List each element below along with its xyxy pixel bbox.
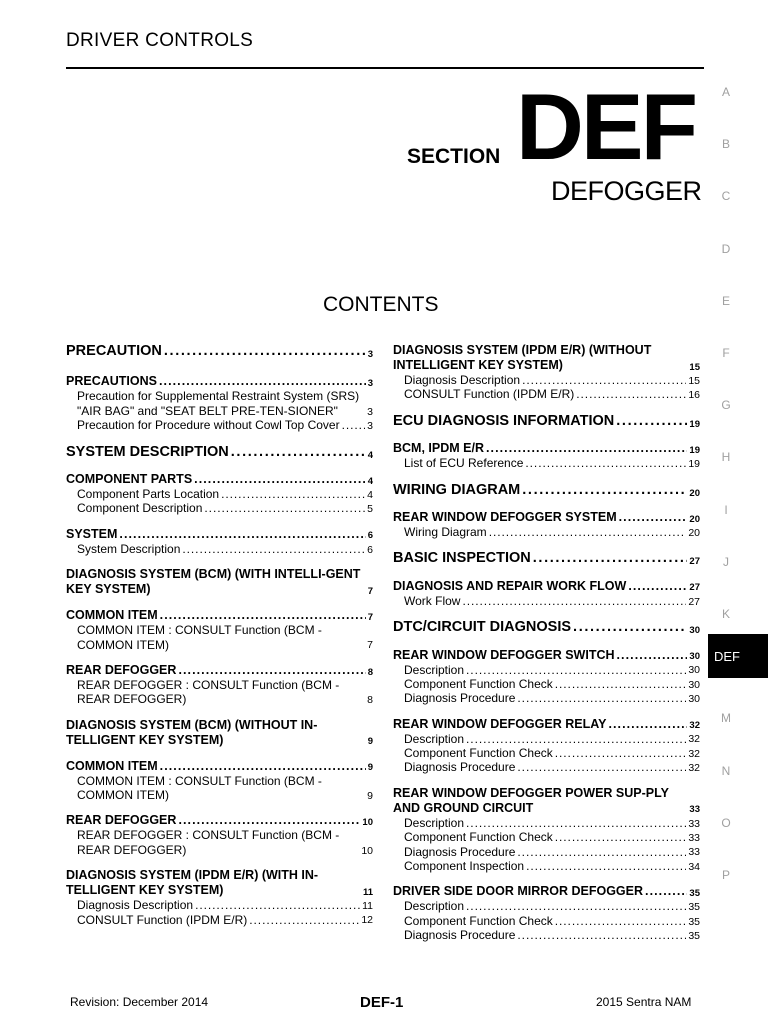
- toc-entry-page: 30: [689, 651, 700, 663]
- toc-entry-title: COMMON ITEM: [66, 608, 158, 623]
- toc-entry[interactable]: [66, 389, 373, 418]
- section-index-letter[interactable]: N: [721, 763, 731, 778]
- active-section-tab[interactable]: [708, 634, 768, 678]
- header-rule: [66, 67, 704, 69]
- toc-entry[interactable]: [393, 884, 700, 899]
- toc-entry-page: 33: [688, 817, 700, 830]
- section-index-letter[interactable]: D: [721, 241, 731, 256]
- toc-entry-title: Diagnosis Description: [77, 898, 194, 913]
- toc-entry-title: CONSULT Function (IPDM E/R): [404, 387, 575, 402]
- toc-entry-page: 35: [688, 930, 700, 942]
- toc-entry-page: 19: [688, 457, 700, 470]
- toc-entry-title: Precaution for Procedure without Cowl Top Cover: [77, 418, 340, 433]
- toc-entry-title: Diagnosis Procedure: [404, 928, 516, 943]
- dot-leader: [616, 413, 687, 430]
- toc-entry-page: 6: [367, 543, 373, 556]
- toc-entry-page: 33: [688, 832, 700, 845]
- dot-leader: [522, 482, 687, 499]
- toc-entry-title: DIAGNOSIS SYSTEM (BCM) (WITHOUT IN-TELLIGENT KEY SYSTEM): [66, 717, 318, 747]
- toc-entry-page: 30: [688, 664, 700, 677]
- toc-entry-page: 35: [689, 888, 700, 900]
- toc-entry-title: System Description: [77, 541, 181, 556]
- toc-entry[interactable]: [393, 663, 700, 677]
- toc-entry-title: Work Flow: [404, 593, 461, 608]
- toc-entry-title: DIAGNOSIS SYSTEM (IPDM E/R) (WITHOUT INTELLIGENT KEY SYSTEM): [393, 343, 655, 372]
- dot-leader: [194, 472, 366, 487]
- toc-entry-title: REAR DEFOGGER: [66, 662, 177, 677]
- section-index-letter[interactable]: H: [721, 450, 731, 465]
- section-name: DEFOGGER: [551, 176, 702, 206]
- toc-entry-page: 10: [362, 817, 373, 829]
- toc-entry-title: DIAGNOSIS AND REPAIR WORK FLOW: [393, 578, 627, 593]
- dot-leader: [466, 663, 686, 677]
- toc-entry-title: COMMON ITEM : CONSULT Function (BCM - COMMON ITEM): [77, 773, 326, 803]
- toc-entry[interactable]: [66, 774, 373, 803]
- toc-entry-title: List of ECU Reference: [404, 456, 524, 471]
- toc-entry[interactable]: [393, 732, 700, 746]
- toc-entry-title: REAR WINDOW DEFOGGER SYSTEM: [393, 509, 617, 524]
- dot-leader: [573, 619, 687, 636]
- toc-entry[interactable]: [393, 830, 700, 844]
- toc-entry-title: Component Function Check: [404, 913, 553, 928]
- section-code: DEF: [516, 74, 695, 179]
- toc-entry[interactable]: [393, 482, 700, 499]
- toc-entry-title: SYSTEM: [66, 526, 118, 541]
- toc-entry-title: DRIVER SIDE DOOR MIRROR DEFOGGER: [393, 884, 644, 899]
- toc-entry-page: 34: [688, 860, 700, 873]
- toc-entry[interactable]: [393, 510, 700, 525]
- toc-entry-title: WIRING DIAGRAM: [393, 481, 521, 498]
- toc-entry-page: 15: [688, 374, 700, 387]
- toc-entry-title: BCM, IPDM E/R: [393, 441, 484, 456]
- toc-entry[interactable]: [66, 718, 373, 748]
- dot-leader: [221, 487, 365, 501]
- toc-entry-title: DIAGNOSIS SYSTEM (BCM) (WITH INTELLI-GENT KEY SYSTEM): [66, 567, 364, 597]
- toc-entry-title: REAR DEFOGGER: [66, 813, 177, 828]
- toc-entry-page: 35: [688, 915, 700, 928]
- toc-entry-title: Precaution for Supplemental Restraint System (SRS) "AIR BAG" and "SEAT BELT PRE-TEN-SIONER": [77, 389, 363, 418]
- toc-entry-title: Component Function Check: [404, 830, 553, 845]
- toc-entry-title: Diagnosis Procedure: [404, 760, 516, 775]
- dot-leader: [204, 501, 365, 515]
- toc-entry[interactable]: [393, 648, 700, 663]
- section-index-letter[interactable]: I: [724, 502, 728, 517]
- toc-entry-title: Component Parts Location: [77, 486, 220, 501]
- dot-leader: [182, 542, 365, 556]
- section-index-letter[interactable]: B: [721, 137, 730, 152]
- toc-entry[interactable]: [66, 898, 373, 912]
- dot-leader: [517, 845, 686, 859]
- toc-entry-title: Component Inspection: [404, 859, 525, 874]
- toc-entry-title: ECU DIAGNOSIS INFORMATION: [393, 412, 615, 429]
- toc-entry[interactable]: [66, 913, 373, 927]
- toc-entry-page: 5: [367, 503, 373, 516]
- toc-entry[interactable]: [66, 501, 373, 515]
- toc-entry[interactable]: [66, 343, 373, 360]
- toc-right-column: [393, 343, 700, 943]
- dot-leader: [462, 594, 686, 608]
- toc-entry-page: 20: [689, 487, 700, 499]
- toc-entry-title: Description: [404, 899, 465, 914]
- dot-leader: [249, 913, 359, 927]
- toc-entry-title: CONSULT Function (IPDM E/R): [77, 912, 248, 927]
- toc-entry-title: Description: [404, 815, 465, 830]
- section-index-letter[interactable]: G: [721, 398, 731, 413]
- toc-entry-page: 4: [367, 488, 373, 501]
- toc-entry-page: 20: [689, 513, 700, 525]
- toc-entry[interactable]: [393, 594, 700, 608]
- dot-leader: [466, 732, 686, 746]
- toc-entry-title: DTC/CIRCUIT DIAGNOSIS: [393, 619, 572, 636]
- toc-entry-page: 9: [367, 762, 373, 774]
- dot-leader: [164, 343, 366, 360]
- toc-entry-page: 27: [688, 595, 700, 608]
- section-index-letter[interactable]: F: [722, 346, 730, 360]
- dot-leader: [522, 373, 686, 387]
- dot-leader: [517, 928, 686, 942]
- vehicle-model: 2015 Sentra NAM: [596, 995, 692, 1009]
- toc-entry[interactable]: [393, 550, 700, 567]
- section-index-letter[interactable]: C: [721, 189, 731, 204]
- toc-entry[interactable]: [393, 717, 700, 732]
- toc-entry[interactable]: [393, 525, 700, 539]
- toc-entry-page: 27: [689, 556, 700, 568]
- dot-leader: [533, 550, 688, 567]
- dot-leader: [619, 510, 688, 525]
- toc-entry-title: Diagnosis Procedure: [404, 691, 516, 706]
- toc-entry[interactable]: [393, 456, 700, 470]
- toc-entry-page: 9: [367, 736, 373, 748]
- toc-entry-page: 33: [688, 846, 700, 859]
- toc-entry[interactable]: [66, 608, 373, 623]
- toc-entry-page: 32: [689, 720, 700, 732]
- toc-entry-page: 11: [362, 900, 373, 913]
- toc-left-column: [66, 343, 373, 927]
- dot-leader: [555, 677, 687, 691]
- section-index-letter[interactable]: J: [723, 554, 729, 569]
- toc-entry[interactable]: [66, 759, 373, 774]
- toc-entry[interactable]: [393, 441, 700, 456]
- toc-entry[interactable]: [393, 845, 700, 859]
- page-number: DEF-1: [360, 994, 404, 1011]
- toc-entry[interactable]: [393, 899, 700, 913]
- toc-entry-page: 32: [688, 747, 700, 760]
- toc-entry[interactable]: [66, 527, 373, 542]
- toc-entry-page: 32: [688, 762, 700, 775]
- dot-leader: [517, 691, 686, 705]
- toc-entry[interactable]: [393, 387, 700, 401]
- toc-entry-page: 3: [367, 419, 373, 432]
- dot-leader: [486, 441, 687, 456]
- toc-entry-page: 3: [367, 349, 373, 360]
- toc-entry-page: 15: [689, 361, 700, 373]
- toc-entry-title: DIAGNOSIS SYSTEM (IPDM E/R) (WITH IN-TELLIGENT KEY SYSTEM): [66, 868, 319, 898]
- contents-title: CONTENTS: [323, 293, 439, 316]
- dot-leader: [645, 884, 687, 899]
- toc-entry-page: 27: [689, 582, 700, 594]
- toc-entry[interactable]: [393, 619, 700, 636]
- toc-entry[interactable]: [393, 373, 700, 387]
- toc-entry-title: REAR WINDOW DEFOGGER RELAY: [393, 716, 607, 731]
- toc-entry[interactable]: [393, 579, 700, 594]
- toc-entry-title: PRECAUTION: [66, 343, 162, 359]
- dot-leader: [525, 456, 686, 470]
- dot-leader: [466, 899, 686, 913]
- toc-entry[interactable]: [393, 914, 700, 928]
- toc-entry-title: Description: [404, 731, 465, 746]
- toc-entry-page: 7: [367, 585, 373, 597]
- toc-entry[interactable]: [393, 760, 700, 774]
- toc-entry[interactable]: [393, 928, 700, 942]
- toc-entry-title: Component Function Check: [404, 676, 553, 691]
- dot-leader: [628, 579, 687, 594]
- dot-leader: [160, 759, 366, 774]
- toc-entry[interactable]: [66, 567, 373, 597]
- toc-entry-title: SYSTEM DESCRIPTION: [66, 443, 229, 460]
- section-index-letter[interactable]: M: [721, 711, 731, 726]
- toc-entry-page: 7: [367, 611, 373, 623]
- toc-entry[interactable]: [393, 343, 700, 373]
- section-index-letter[interactable]: K: [721, 607, 730, 621]
- section-index-letter[interactable]: A: [721, 85, 730, 99]
- active-section-tab-label: DEF: [714, 649, 740, 664]
- toc-entry[interactable]: [66, 418, 373, 432]
- toc-entry-title: REAR DEFOGGER : CONSULT Function (BCM - REAR DEFOGGER): [77, 677, 343, 707]
- toc-entry-page: 16: [688, 389, 700, 402]
- toc-entry-title: REAR WINDOW DEFOGGER SWITCH: [393, 647, 615, 662]
- toc-entry-page: 11: [362, 886, 373, 898]
- dot-leader: [159, 374, 366, 389]
- toc-entry-page: 10: [361, 844, 373, 857]
- toc-entry-page: 8: [367, 694, 373, 707]
- toc-entry-page: 30: [689, 625, 700, 637]
- section-index-letter[interactable]: O: [721, 815, 731, 830]
- toc-entry-title: REAR WINDOW DEFOGGER POWER SUP-PLY AND GROUND CIRCUIT: [393, 785, 672, 815]
- toc-entry-page: 4: [367, 475, 373, 487]
- toc-entry-page: 9: [367, 789, 373, 802]
- toc-entry[interactable]: [393, 859, 700, 873]
- dot-leader: [617, 648, 688, 663]
- dot-leader: [178, 663, 365, 678]
- toc-entry-title: COMMON ITEM: [66, 758, 158, 773]
- toc-entry-title: Wiring Diagram: [404, 524, 487, 539]
- toc-entry-page: 30: [688, 678, 700, 691]
- toc-entry-page: 4: [367, 449, 373, 461]
- toc-entry[interactable]: [66, 828, 373, 857]
- toc-entry-title: REAR DEFOGGER : CONSULT Function (BCM - REAR DEFOGGER): [77, 828, 343, 857]
- toc-entry-page: 32: [688, 733, 700, 746]
- toc-entry-title: BASIC INSPECTION: [393, 550, 531, 567]
- revision-date: Revision: December 2014: [70, 995, 209, 1009]
- toc-entry-page: 12: [361, 914, 373, 927]
- toc-entry[interactable]: [66, 868, 373, 898]
- dot-leader: [231, 444, 366, 461]
- toc-entry[interactable]: [393, 816, 700, 830]
- toc-entry-page: 35: [688, 901, 700, 914]
- toc-entry[interactable]: [66, 374, 373, 389]
- toc-entry[interactable]: [393, 691, 700, 705]
- toc-entry-title: PRECAUTIONS: [66, 374, 157, 389]
- toc-entry-page: 3: [367, 378, 373, 389]
- toc-entry[interactable]: [66, 444, 373, 461]
- toc-entry-title: COMPONENT PARTS: [66, 471, 193, 486]
- dot-leader: [466, 816, 686, 830]
- toc-entry-page: 8: [367, 666, 373, 678]
- toc-entry[interactable]: [66, 678, 373, 707]
- toc-entry[interactable]: [66, 813, 373, 828]
- section-label: SECTION: [407, 145, 501, 168]
- toc-entry-title: Description: [404, 662, 465, 677]
- toc-entry[interactable]: [393, 677, 700, 691]
- toc-entry-title: COMMON ITEM : CONSULT Function (BCM - COMMON ITEM): [77, 623, 326, 652]
- toc-entry-page: 30: [688, 693, 700, 706]
- toc-entry-page: 20: [688, 526, 700, 539]
- toc-entry-title: Component Function Check: [404, 746, 553, 761]
- dot-leader: [517, 760, 686, 774]
- toc-entry-page: 7: [367, 639, 373, 652]
- dot-leader: [489, 525, 687, 539]
- toc-entry[interactable]: [66, 623, 373, 652]
- toc-entry[interactable]: [66, 542, 373, 556]
- dot-leader: [526, 859, 686, 873]
- toc-entry-page: 33: [689, 804, 700, 816]
- dot-leader: [576, 387, 686, 401]
- toc-entry[interactable]: [393, 746, 700, 760]
- toc-entry[interactable]: [393, 786, 700, 816]
- toc-entry-title: Diagnosis Description: [404, 373, 521, 387]
- toc-entry-title: Diagnosis Procedure: [404, 844, 516, 859]
- toc-entry[interactable]: [66, 487, 373, 501]
- dot-leader: [555, 746, 687, 760]
- dot-leader: [160, 608, 366, 623]
- dot-leader: [608, 717, 687, 732]
- dot-leader: [555, 830, 687, 844]
- toc-entry[interactable]: [66, 663, 373, 678]
- section-index-letter[interactable]: E: [721, 293, 730, 308]
- section-index-letter[interactable]: P: [721, 868, 730, 882]
- running-header: DRIVER CONTROLS: [66, 30, 254, 51]
- toc-entry-page: 19: [689, 418, 700, 430]
- dot-leader: [119, 527, 365, 542]
- dot-leader: [195, 898, 360, 912]
- toc-entry[interactable]: [393, 413, 700, 430]
- toc-entry-title: Component Description: [77, 501, 203, 516]
- toc-entry-page: 3: [367, 405, 373, 418]
- dot-leader: [178, 813, 360, 828]
- dot-leader: [342, 418, 366, 432]
- dot-leader: [555, 914, 687, 928]
- toc-entry[interactable]: [66, 472, 373, 487]
- toc-entry-page: 6: [367, 530, 373, 542]
- toc-entry-page: 19: [689, 444, 700, 456]
